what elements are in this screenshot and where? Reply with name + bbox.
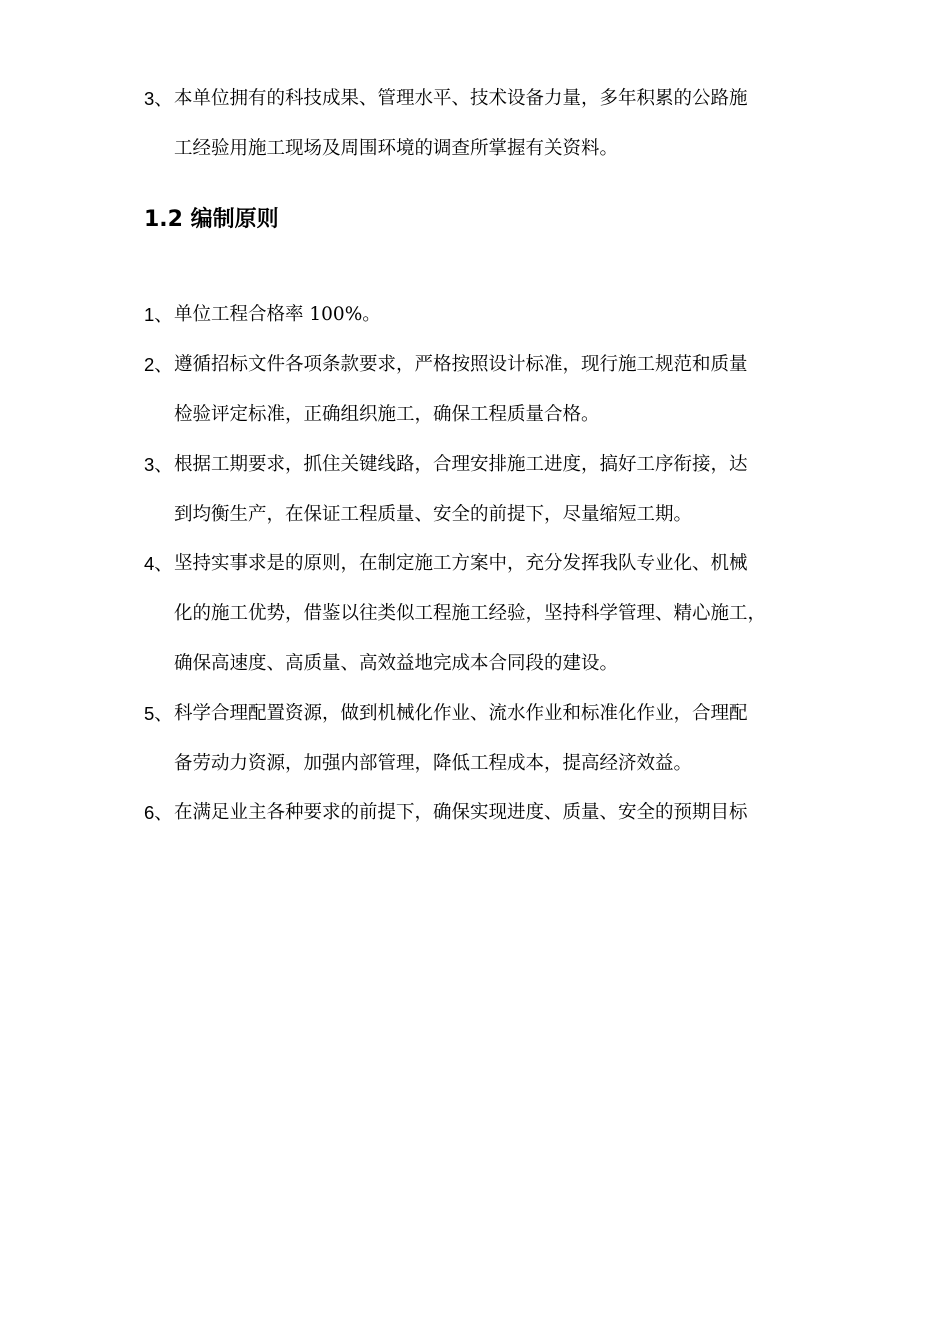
list-item-number: 6、 (144, 802, 173, 823)
text-line: 科学合理配置资源，做到机械化作业、流水作业和标准化作业，合理配 (174, 703, 748, 724)
list-item-number: 4、 (144, 553, 173, 574)
text-line: 确保高速度、高质量、高效益地完成本合同段的建设。 (174, 653, 619, 674)
list-item-principle-3 (144, 440, 794, 540)
list-item-text (174, 290, 794, 340)
list-item-text (174, 340, 794, 440)
list-item-principle-4 (144, 539, 794, 689)
list-item-principle-2 (144, 340, 794, 440)
list-item-number: 1、 (144, 304, 173, 325)
list-item-text (174, 74, 794, 174)
text-line: 遵循招标文件各项条款要求，严格按照设计标准，现行施工规范和质量 (174, 354, 748, 375)
text-line: 检验评定标准，正确组织施工，确保工程质量合格。 (174, 404, 600, 425)
list-item-intro-3 (144, 74, 794, 174)
text-line: 备劳动力资源，加强内部管理，降低工程成本，提高经济效益。 (174, 753, 693, 774)
text-line: 根据工期要求，抓住关键线路，合理安排施工进度，搞好工序衔接，达 (174, 454, 748, 475)
list-item-principle-6 (144, 788, 794, 838)
text-line: 到均衡生产，在保证工程质量、安全的前提下，尽量缩短工期。 (174, 504, 693, 525)
list-item-text (174, 440, 794, 540)
text-line: 本单位拥有的科技成果、管理水平、技术设备力量，多年积累的公路施 (174, 88, 748, 109)
text-line: 化的施工优势，借鉴以往类似工程施工经验，坚持科学管理、精心施工， (174, 603, 767, 624)
list-item-principle-1 (144, 290, 794, 340)
text-line: 在满足业主各种要求的前提下，确保实现进度、质量、安全的预期目标 (174, 802, 748, 823)
text-line: 坚持实事求是的原则，在制定施工方案中，充分发挥我队专业化、机械 (174, 553, 748, 574)
text-line: 工经验用施工现场及周围环境的调查所掌握有关资料。 (174, 138, 619, 159)
list-item-number: 3、 (144, 454, 173, 475)
list-item-number: 5、 (144, 703, 173, 724)
list-item-number: 2、 (144, 354, 173, 375)
list-item-number: 3、 (144, 88, 173, 109)
text-line: 单位工程合格率 100%。 (174, 304, 381, 325)
list-item-text (174, 689, 794, 789)
list-item-principle-5 (144, 689, 794, 789)
section-heading: 1.2 编制原则 (144, 207, 279, 232)
list-item-text (174, 539, 794, 689)
list-item-text (174, 788, 794, 838)
